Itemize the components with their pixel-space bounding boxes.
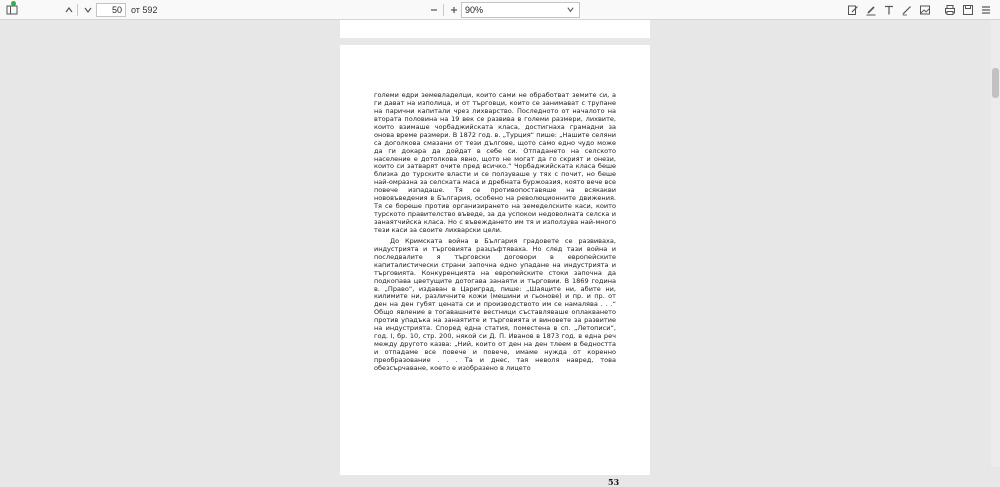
viewer-toolbar (0, 0, 1000, 20)
paragraph: големи едри земевладелци, които сами не обработват земите си, а ги дават на изполица, и от търговци, които се занимават с трупане на парични капитали чрез лихварство. Последното от началото на втората половина на 19 век се развива в големи размери, лихвите, които взимаше чорбаджийската класа, достигнаха грамадни за онова време размери. В 1872 год. в. „Турция“ пише: „Нашите селяни са доголкова смазани от тези дългове, щото само едно чудо може да ги докара да дойдат в себе си. Отпадането на селското население е дотолкова явно, щото не могат да го скрият и онези, които си затварят очите пред всичко.“ Чорбаджийската класа беше близка до турските власти и се ползуваше у тях с почит, но беше най-омразна за селската маса и дребната буржоазия, която вече все повече изпадаше. Тя се противопоставяше на всякакви нововъведения в България, особено на революционните движения. Тя се бореше против организирането на земеделските каси, които турското правителство въведе, за да успокои недоволната селска и занаятчийска класа. Но с въвеждането им тя и използува най-много тези каси за своите лихварски цели. (374, 91, 616, 234)
page-total-label: от 592 (131, 5, 158, 15)
chevron-up-icon (64, 5, 74, 15)
page-number: 53 (608, 477, 620, 487)
minus-icon (429, 5, 439, 15)
edit-button[interactable] (844, 1, 861, 19)
previous-page (340, 20, 650, 38)
text-button[interactable] (880, 1, 897, 19)
zoom-out-button[interactable] (425, 1, 443, 19)
highlight-button[interactable] (862, 1, 879, 19)
scrollbar-thumb[interactable] (992, 68, 999, 98)
dropdown-chevron-icon (566, 5, 575, 14)
divider (77, 4, 78, 16)
chevron-down-icon (83, 5, 93, 15)
image-icon (919, 4, 931, 16)
page-text (374, 92, 616, 373)
next-page-button[interactable] (79, 1, 97, 19)
save-button[interactable] (959, 1, 976, 19)
document-viewer[interactable] (0, 20, 1000, 487)
vertical-scrollbar[interactable] (991, 20, 1000, 467)
save-icon (962, 4, 974, 16)
paragraph: До Кримската война в България градовете се развиваха, индустрията и търговията разцъфтяваха. Но след тази война и последвалите я търговски договори в европейските капиталистически страни започна едно упадане на индустрията и търговията. Конкуренцията на европейските стоки започна да подкопава цветущите дотогава занаяти и търговии. В 1869 година в. „Право“, издаван в Цариград, пише: „Шаяците ни, абите ни, килимите ни, различните кожи (мешини и гьонове) и пр. и пр. от ден на ден губят цената си и производството им се намалява . . .“ Общо явление в тогавашните вестници съставляваше оплакването против упадъка на занаятите и търговията и виновете за развитие на индустрията. Според една статия, поместена в сп. „Летописи“, год. I, бр. 10, стр. 200, някой си Д. П. Иванов в 1873 год. в една реч между другото казва: „Ний, които от ден на ден тлеем в бедността и отпадаме все повече и повече, имаме нужда от коренно преобразование . . . Та и днес, тая неволя навред, това обезсърчаване, което е изобразено в лицето (374, 236, 616, 372)
edit-icon (847, 4, 859, 16)
previous-page-button[interactable] (60, 1, 78, 19)
more-button[interactable] (977, 1, 994, 19)
divider (443, 4, 444, 16)
notification-dot (11, 1, 16, 6)
zoom-select[interactable] (461, 2, 580, 18)
more-icon (980, 4, 992, 16)
print-icon (944, 4, 956, 16)
highlight-icon (865, 4, 877, 16)
page-number-input[interactable] (96, 3, 126, 17)
spacer (934, 1, 940, 19)
plus-icon (449, 5, 459, 15)
print-button[interactable] (941, 1, 958, 19)
text-icon (883, 4, 895, 16)
zoom-value: 90% (465, 5, 484, 15)
draw-button[interactable] (898, 1, 915, 19)
draw-icon (901, 4, 913, 16)
image-button[interactable] (916, 1, 933, 19)
document-page (340, 45, 650, 487)
annotation-tools (844, 1, 994, 19)
